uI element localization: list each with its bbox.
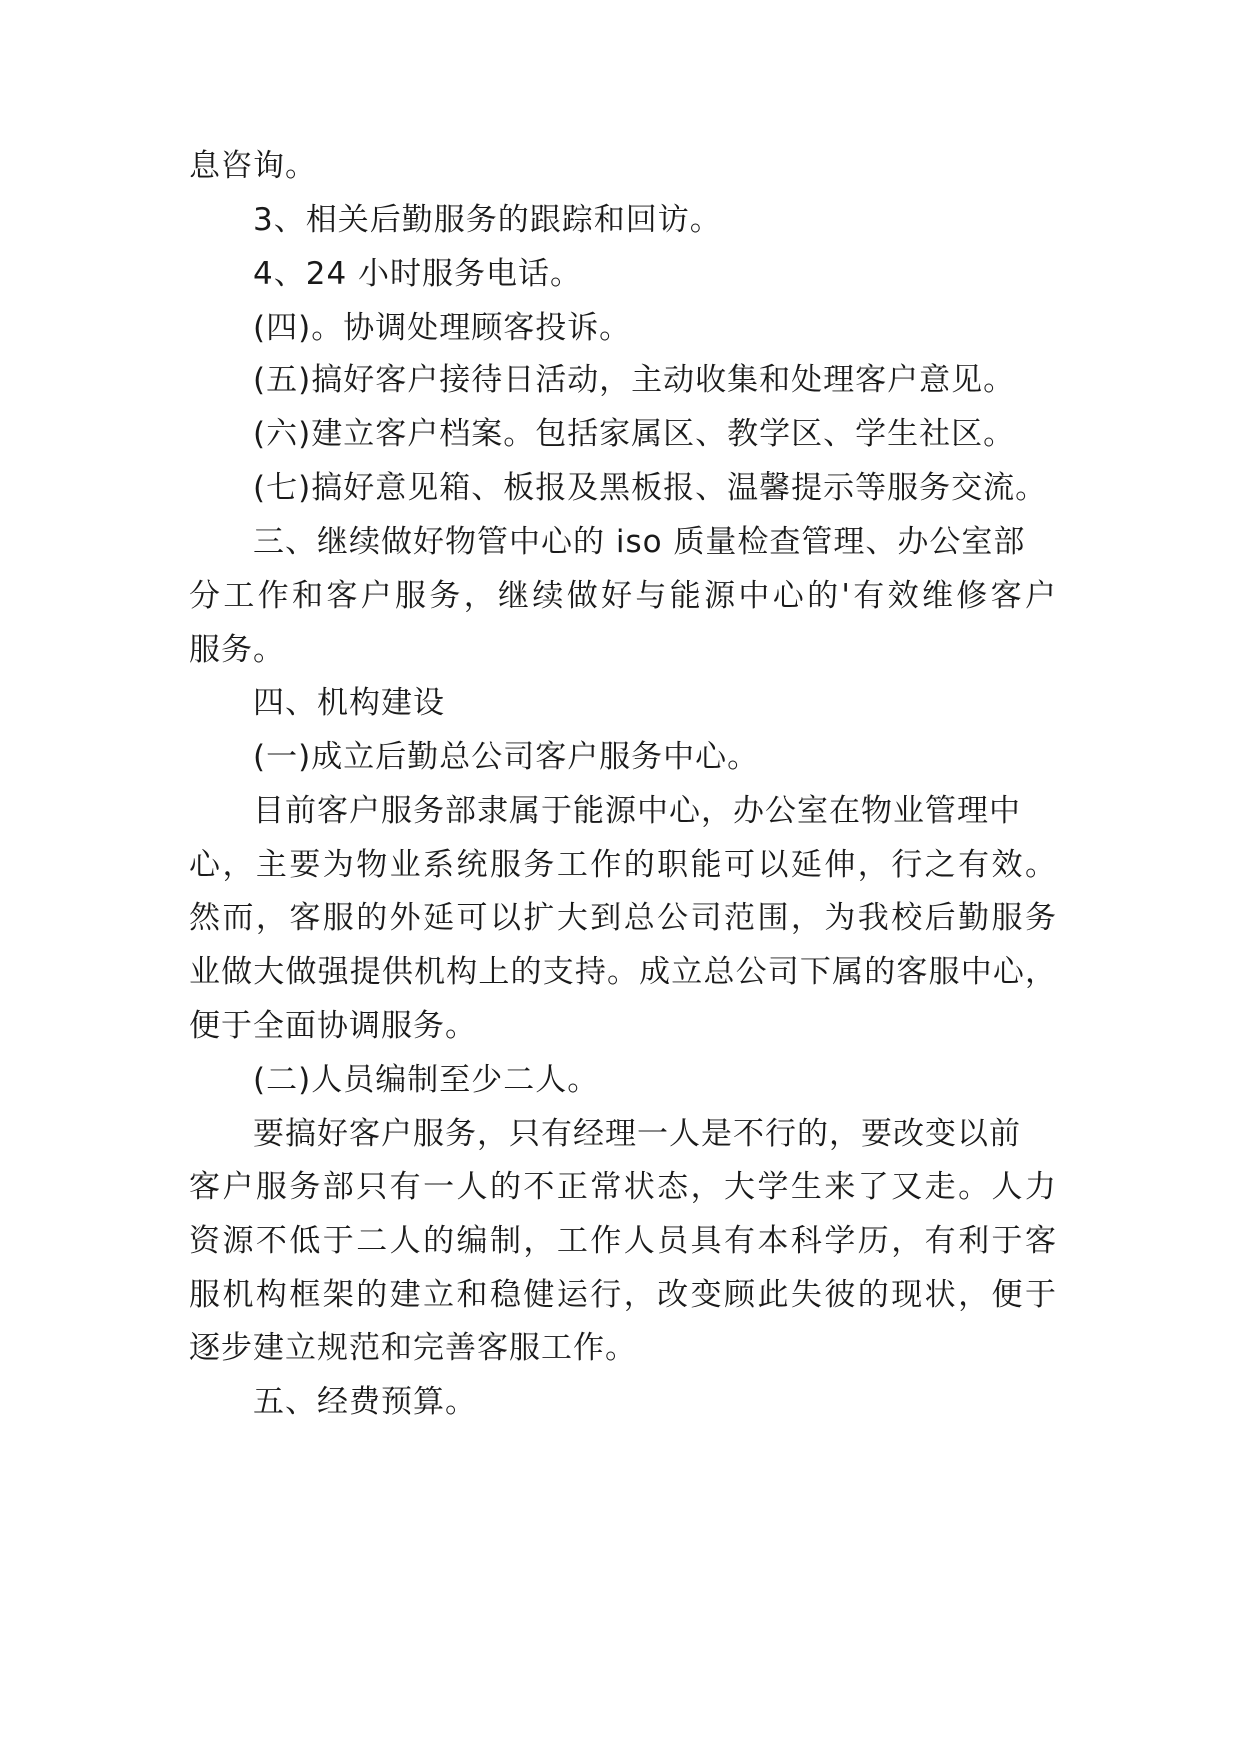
text-line: 目前客户服务部隶属于能源中心，办公室在物业管理中 xyxy=(253,793,1021,829)
text-line: (一)成立后勤总公司客户服务中心。 xyxy=(253,739,760,775)
text-line: 分工作和客户服务，继续做好与能源中心的'有效维修客户 xyxy=(189,578,1057,614)
text-line: 服务。 xyxy=(189,632,285,668)
text-line: 资源不低于二人的编制，工作人员具有本科学历，有利于客 xyxy=(189,1223,1057,1259)
text-line: 要搞好客户服务，只有经理一人是不行的，要改变以前 xyxy=(253,1116,1021,1152)
text-line: 服机构框架的建立和稳健运行，改变顾此失彼的现状，便于 xyxy=(189,1277,1057,1313)
text-line: (七)搞好意见箱、板报及黑板报、温馨提示等服务交流。 xyxy=(253,470,1048,506)
text-line: 息咨询。 xyxy=(189,148,317,184)
text-line: (二)人员编制至少二人。 xyxy=(253,1062,600,1098)
text-line: 4、24 小时服务电话。 xyxy=(253,256,583,292)
text-line: 业做大做强提供机构上的支持。成立总公司下属的客服中心， xyxy=(189,954,1057,990)
text-line: 心，主要为物业系统服务工作的职能可以延伸，行之有效。 xyxy=(189,847,1057,883)
text-line: 3、相关后勤服务的跟踪和回访。 xyxy=(253,202,722,238)
section-heading: 五、经费预算。 xyxy=(253,1384,477,1420)
text-line: (四)。协调处理顾客投诉。 xyxy=(253,310,632,346)
text-line: (五)搞好客户接待日活动，主动收集和处理客户意见。 xyxy=(253,362,1016,398)
text-line: 便于全面协调服务。 xyxy=(189,1008,477,1044)
text-line: 然而，客服的外延可以扩大到总公司范围，为我校后勤服务 xyxy=(189,900,1057,936)
text-line: (六)建立客户档案。包括家属区、教学区、学生社区。 xyxy=(253,416,1016,452)
text-line: 三、继续做好物管中心的 iso 质量检查管理、办公室部 xyxy=(253,524,1026,560)
section-heading: 四、机构建设 xyxy=(253,685,445,721)
text-line: 客户服务部只有一人的不正常状态，大学生来了又走。人力 xyxy=(189,1169,1057,1205)
text-line: 逐步建立规范和完善客服工作。 xyxy=(189,1330,637,1366)
